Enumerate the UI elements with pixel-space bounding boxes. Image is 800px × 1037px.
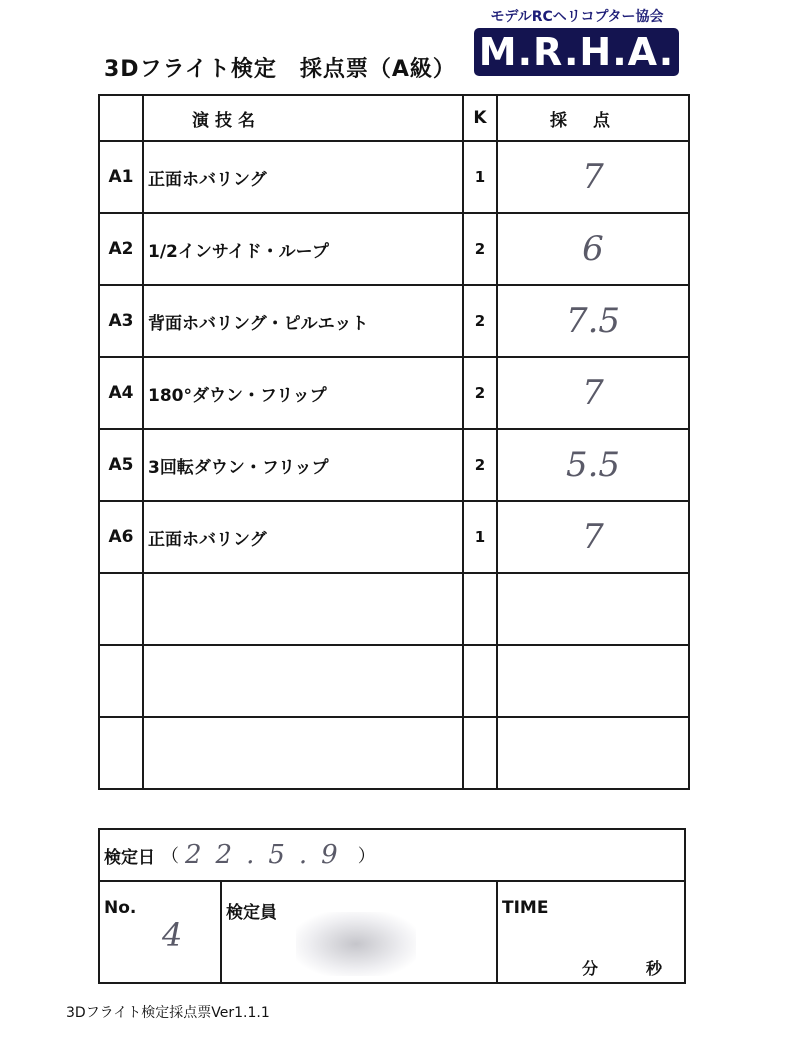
k-factor: 2 [463, 357, 497, 429]
empty-cell [143, 717, 463, 789]
handwritten-score: 5.5 [497, 429, 689, 501]
maneuver-name: 正面ホバリング [143, 501, 463, 573]
header-k: K [463, 95, 497, 141]
examiner-label: 検定員 [226, 903, 277, 923]
exam-date-row [100, 830, 684, 882]
redacted-signature [296, 912, 416, 976]
empty-cell [143, 645, 463, 717]
time-units [582, 956, 662, 979]
empty-cell [463, 717, 497, 789]
table-row [99, 357, 689, 429]
score-table [98, 94, 690, 790]
k-factor: 2 [463, 429, 497, 501]
handwritten-score: 7.5 [497, 285, 689, 357]
examiner-cell [222, 882, 498, 982]
k-factor: 1 [463, 141, 497, 213]
maneuver-id: A2 [99, 213, 143, 285]
table-row [99, 429, 689, 501]
mrha-logo [474, 28, 679, 76]
table-header-row [99, 95, 689, 141]
seconds-label: 秒 [646, 959, 663, 978]
maneuver-id: A4 [99, 357, 143, 429]
maneuver-name: 正面ホバリング [143, 141, 463, 213]
maneuver-id: A3 [99, 285, 143, 357]
table-row [99, 501, 689, 573]
time-label: TIME [502, 898, 549, 918]
handwritten-score: 6 [497, 213, 689, 285]
maneuver-name: 背面ホバリング・ピルエット [143, 285, 463, 357]
header-name: 演技名 [143, 95, 463, 141]
exam-info-box [98, 828, 686, 984]
empty-cell [143, 573, 463, 645]
empty-cell [497, 645, 689, 717]
date-open-paren: （ [161, 846, 179, 867]
empty-cell [497, 717, 689, 789]
handwritten-score: 7 [497, 141, 689, 213]
empty-cell [463, 573, 497, 645]
page-title: 3Dフライト検定 採点票（A級） [104, 57, 456, 82]
header-score: 採点 [497, 95, 689, 141]
table-row [99, 213, 689, 285]
maneuver-name: 180°ダウン・フリップ [143, 357, 463, 429]
table-row-empty [99, 717, 689, 789]
maneuver-id: A1 [99, 141, 143, 213]
table-row [99, 285, 689, 357]
version-footer: 3Dフライト検定採点票Ver1.1.1 [66, 1005, 270, 1021]
handwritten-score: 7 [497, 501, 689, 573]
empty-cell [497, 573, 689, 645]
logo-text: M.R.H.A. [478, 30, 675, 74]
date-close-paren: ） [357, 846, 376, 867]
k-factor: 2 [463, 285, 497, 357]
empty-cell [99, 645, 143, 717]
number-value: 4 [162, 916, 183, 954]
logo-subtitle: モデルRCヘリコプター協会 [490, 9, 664, 25]
empty-cell [99, 573, 143, 645]
minutes-label: 分 [582, 959, 599, 978]
k-factor: 1 [463, 501, 497, 573]
exam-date-label: 検定日 [104, 847, 155, 868]
handwritten-score: 7 [497, 357, 689, 429]
time-cell [498, 882, 684, 982]
k-factor: 2 [463, 213, 497, 285]
maneuver-id: A5 [99, 429, 143, 501]
table-row-empty [99, 573, 689, 645]
header-id [99, 95, 143, 141]
maneuver-name: 1/2インサイド・ループ [143, 213, 463, 285]
table-row [99, 141, 689, 213]
table-row-empty [99, 645, 689, 717]
maneuver-name: 3回転ダウン・フリップ [143, 429, 463, 501]
empty-cell [99, 717, 143, 789]
maneuver-id: A6 [99, 501, 143, 573]
number-cell [100, 882, 222, 982]
empty-cell [463, 645, 497, 717]
exam-date-value: 22.5.9 [185, 840, 352, 870]
number-label: No. [104, 898, 137, 918]
